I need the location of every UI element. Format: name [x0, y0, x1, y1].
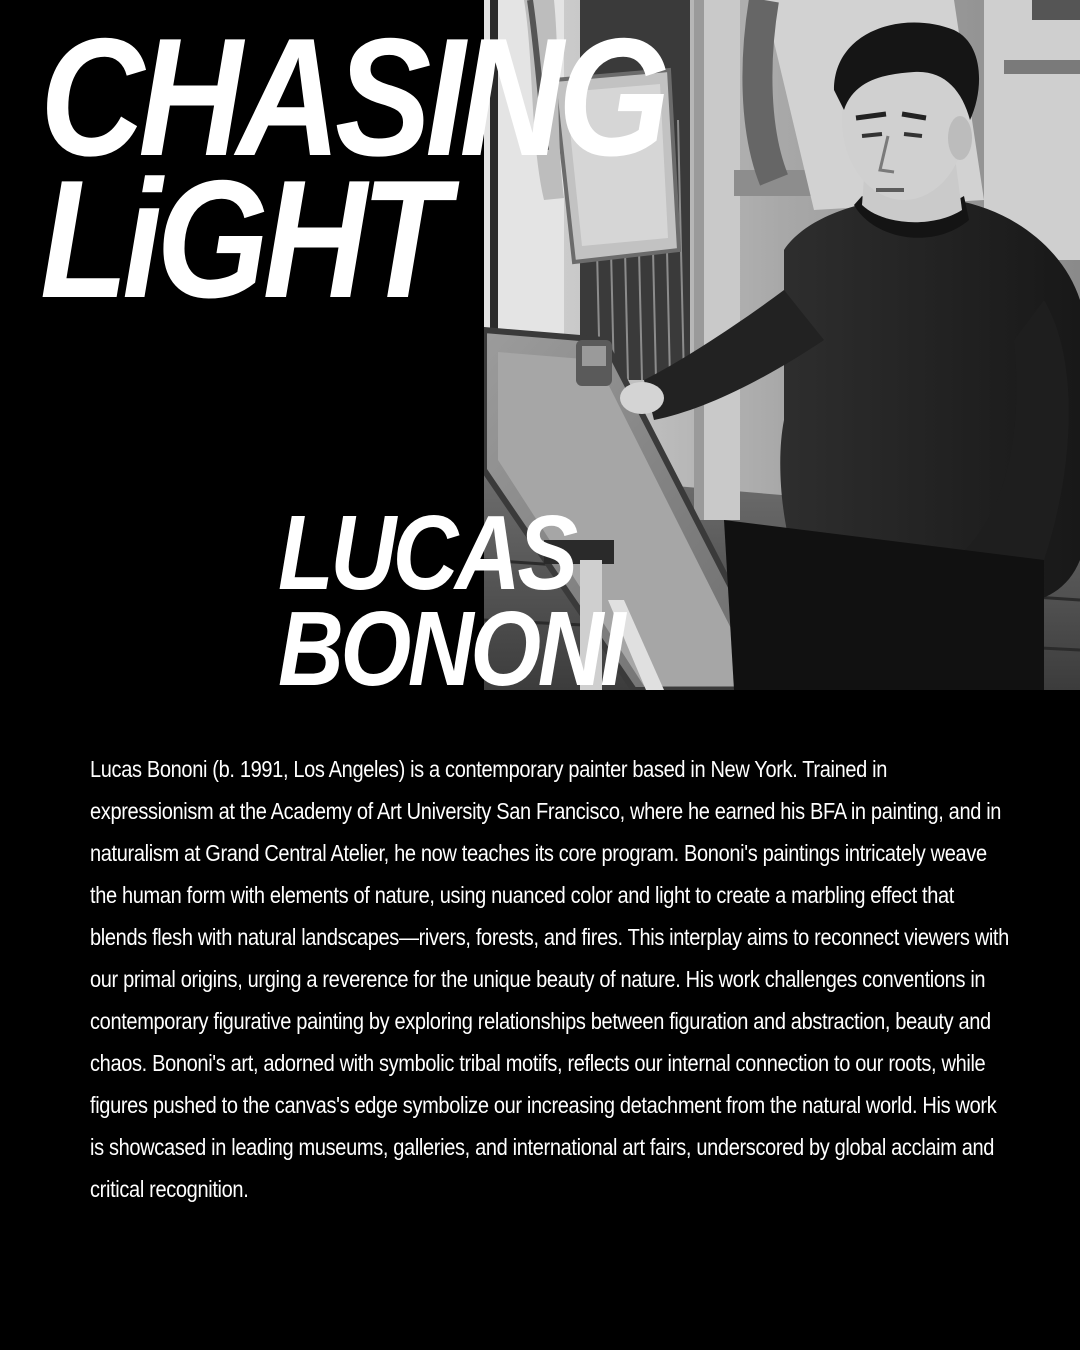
artist-biography: Lucas Bononi (b. 1991, Los Angeles) is a contemporary painter based in New York. Trained in expressionism at the Academy of Art University San Francisco, where he earned his BFA in painting, and in naturalism at Grand Central Atelier, he now teaches its core program. Bononi's paintings intricately weave the human form with elements of nature, using nuanced color and light to create a marbling effect that blends flesh with natural landscapes—rivers, forests, and fires. This interplay aims to reconnect viewers with our primal origins, urging a reverence for the unique beauty of nature. His work challenges conventions in contemporary figurative painting by exploring relationships between figuration and abstraction, beauty and chaos. Bononi's art, adorned with symbolic tribal motifs, reflects our internal connection to our roots, while figures pushed to the canvas's edge symbolize our increasing detachment from the natural world. His work is showcased in leading museums, galleries, and international art fairs, underscored by global acclaim and critical recognition.: [90, 756, 1009, 1202]
artist-first-name: LUCAS: [278, 494, 575, 612]
artist-name: [278, 494, 622, 708]
headline-line-2: LiGHT: [40, 145, 444, 333]
artist-last-name: BONONI: [278, 590, 622, 708]
headline-line-1: CHASING: [40, 3, 665, 191]
headline-title: [40, 3, 665, 333]
